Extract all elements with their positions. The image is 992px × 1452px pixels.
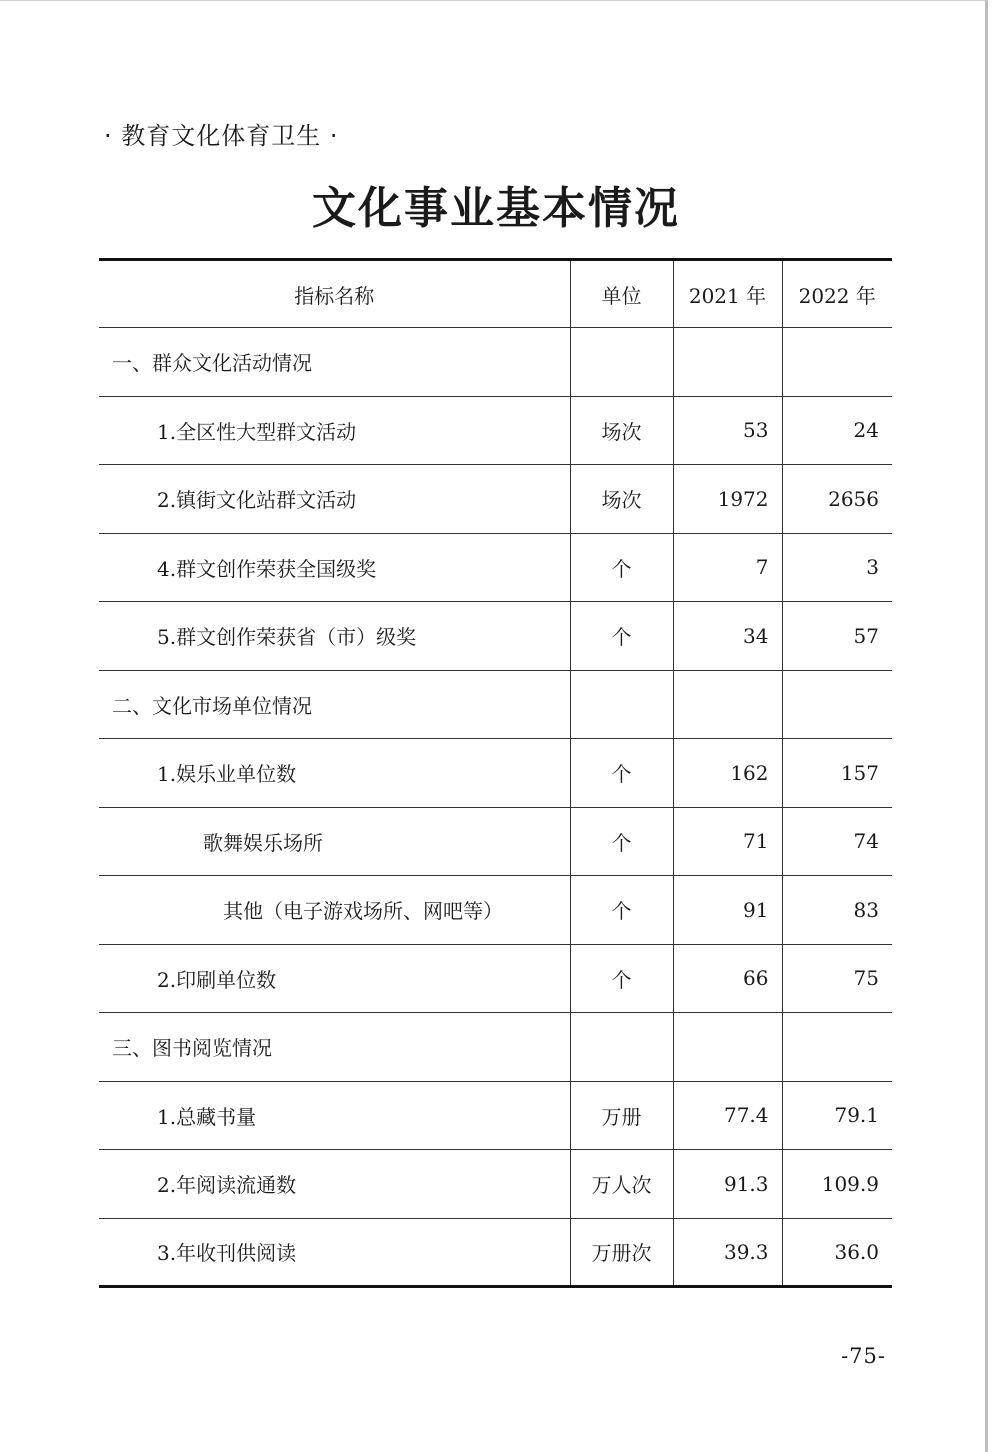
value-2021-cell: 1972 [673, 465, 782, 534]
value-2022-cell [782, 670, 892, 739]
indicator-name-cell: 歌舞娱乐场所 [99, 807, 570, 876]
indicator-name-cell: 5.群文创作荣获省（市）级奖 [99, 602, 570, 671]
indicator-name-cell: 2.年阅读流通数 [99, 1150, 570, 1219]
table-row [99, 1081, 892, 1150]
value-2022-cell: 79.1 [782, 1081, 892, 1150]
unit-cell: 万册次 [570, 1218, 673, 1287]
table-row [99, 1150, 892, 1219]
unit-cell: 万人次 [570, 1150, 673, 1219]
page-number: -75- [841, 1344, 886, 1368]
value-2021-cell: 34 [673, 602, 782, 671]
value-2022-cell: 157 [782, 739, 892, 808]
value-2022-cell: 74 [782, 807, 892, 876]
table-row [99, 876, 892, 945]
value-2021-cell: 91 [673, 876, 782, 945]
unit-cell: 个 [570, 876, 673, 945]
page-title: 文化事业基本情况 [312, 183, 680, 234]
value-2022-cell: 75 [782, 944, 892, 1013]
value-2022-cell: 57 [782, 602, 892, 671]
table-row [99, 328, 892, 397]
value-2022-cell [782, 1013, 892, 1082]
indicator-name-cell: 一、群众文化活动情况 [99, 328, 570, 397]
indicator-name-cell: 3.年收刊供阅读 [157, 1241, 297, 1266]
value-2021-cell [673, 1013, 782, 1082]
value-2022-cell: 83 [782, 876, 892, 945]
table-row [99, 1013, 892, 1082]
value-2022-cell: 3 [782, 533, 892, 602]
value-2022-cell: 109.9 [782, 1150, 892, 1219]
table-row [99, 670, 892, 739]
table-row [99, 396, 892, 465]
value-2021-cell: 39.3 [673, 1218, 782, 1287]
table-row [99, 739, 892, 808]
value-2022-cell: 2656 [782, 465, 892, 534]
unit-cell: 场次 [570, 396, 673, 465]
table-row [99, 944, 892, 1013]
column-header-unit: 单位 [570, 260, 673, 328]
unit-cell [570, 1013, 673, 1082]
value-2021-cell: 66 [673, 944, 782, 1013]
value-2021-cell: 53 [673, 396, 782, 465]
unit-cell: 个 [570, 807, 673, 876]
column-header-2021: 2021 年 [673, 260, 782, 328]
table-row [99, 533, 892, 602]
column-header-indicator: 指标名称 [99, 260, 570, 328]
table-body [99, 328, 892, 1287]
unit-cell: 场次 [570, 465, 673, 534]
value-2022-cell: 24 [782, 396, 892, 465]
value-2021-cell: 91.3 [673, 1150, 782, 1219]
statistics-table [99, 258, 892, 1288]
indicator-name-cell: 二、文化市场单位情况 [99, 670, 570, 739]
unit-cell: 个 [570, 739, 673, 808]
value-2021-cell [673, 670, 782, 739]
value-2022-cell [782, 328, 892, 397]
indicator-name-cell: 2.镇街文化站群文活动 [99, 465, 570, 534]
value-2021-cell: 7 [673, 533, 782, 602]
unit-cell: 万册 [570, 1081, 673, 1150]
table-row [99, 807, 892, 876]
indicator-name-cell: 1.娱乐业单位数 [99, 739, 570, 808]
value-2021-cell: 71 [673, 807, 782, 876]
unit-cell: 个 [570, 944, 673, 1013]
unit-cell: 个 [570, 533, 673, 602]
indicator-name-cell: 其他（电子游戏场所、网吧等） [99, 876, 570, 945]
table-header-row [99, 260, 892, 328]
unit-cell: 个 [570, 602, 673, 671]
value-2022-cell: 36.0 [782, 1218, 892, 1287]
unit-cell [570, 670, 673, 739]
column-header-2022: 2022 年 [782, 260, 892, 328]
table-row [99, 465, 892, 534]
value-2021-cell: 162 [673, 739, 782, 808]
unit-cell [570, 328, 673, 397]
value-2021-cell: 77.4 [673, 1081, 782, 1150]
indicator-name-cell: 1.全区性大型群文活动 [99, 396, 570, 465]
indicator-name-cell: 4.群文创作荣获全国级奖 [99, 533, 570, 602]
indicator-name-cell: 三、图书阅览情况 [99, 1013, 570, 1082]
section-label: · 教育文化体育卫生 · [104, 122, 339, 150]
table-row [99, 1218, 892, 1287]
table-row [99, 602, 892, 671]
value-2021-cell [673, 328, 782, 397]
indicator-name-cell: 2.印刷单位数 [99, 944, 570, 1013]
indicator-name-cell: 1.总藏书量 [99, 1081, 570, 1150]
